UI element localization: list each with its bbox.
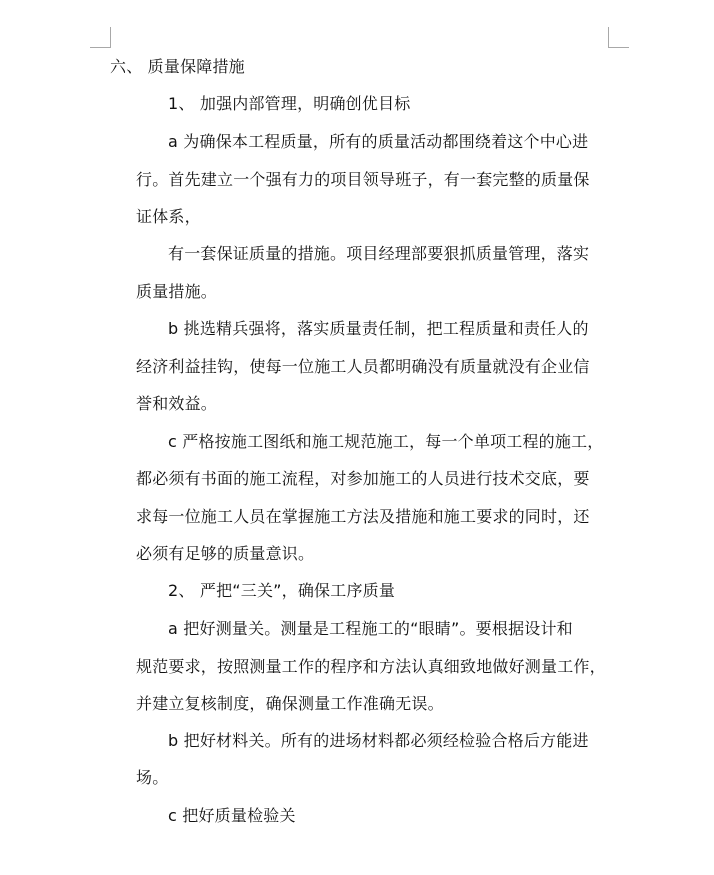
paragraph-a2-line-2: 规范要求，按照测量工作的程序和方法认真细致地做好测量工作， [136, 657, 606, 676]
paragraph-c1-line-3: 求每一位施工人员在掌握施工方法及措施和施工要求的同时，还 [136, 507, 590, 526]
subheading-2: 2、 严把“三关”，确保工序质量 [168, 581, 396, 600]
paragraph-a1-line-3: 证体系， [136, 207, 201, 226]
paragraph-a1-cont-line-2: 质量措施。 [136, 282, 218, 301]
paragraph-c2-line-1: c 把好质量检验关 [168, 806, 296, 825]
paragraph-c1-line-2: 都必须有书面的施工流程，对参加施工的人员进行技术交底，要 [136, 469, 590, 488]
paragraph-b1-line-3: 誉和效益。 [136, 394, 218, 413]
paragraph-b1-line-1: b 挑选精兵强将，落实质量责任制，把工程质量和责任人的 [168, 319, 589, 338]
section-heading: 六、 质量保障措施 [110, 57, 245, 76]
paragraph-b2-line-1: b 把好材料关。所有的进场材料都必须经检验合格后方能进 [168, 731, 589, 750]
paragraph-a1-line-2: 行。首先建立一个强有力的项目领导班子，有一套完整的质量保 [136, 170, 590, 189]
margin-corner-top-left [90, 27, 111, 48]
paragraph-a2-line-1: a 把好测量关。测量是工程施工的“眼睛”。要根据设计和 [168, 619, 573, 638]
margin-corner-top-right [608, 27, 629, 48]
subheading-1: 1、 加强内部管理，明确创优目标 [168, 94, 411, 113]
paragraph-b1-line-2: 经济利益挂钩，使每一位施工人员都明确没有质量就没有企业信 [136, 357, 590, 376]
paragraph-a2-line-3: 并建立复核制度，确保测量工作准确无误。 [136, 694, 444, 713]
paragraph-c1-line-4: 必须有足够的质量意识。 [136, 544, 315, 563]
paragraph-a1-line-1: a 为确保本工程质量，所有的质量活动都围绕着这个中心进 [168, 132, 589, 151]
paragraph-b2-line-2: 场。 [136, 768, 169, 787]
paragraph-c1-line-1: c 严格按施工图纸和施工规范施工，每一个单项工程的施工， [168, 432, 604, 451]
paragraph-a1-cont-line-1: 有一套保证质量的措施。项目经理部要狠抓质量管理，落实 [168, 244, 590, 263]
